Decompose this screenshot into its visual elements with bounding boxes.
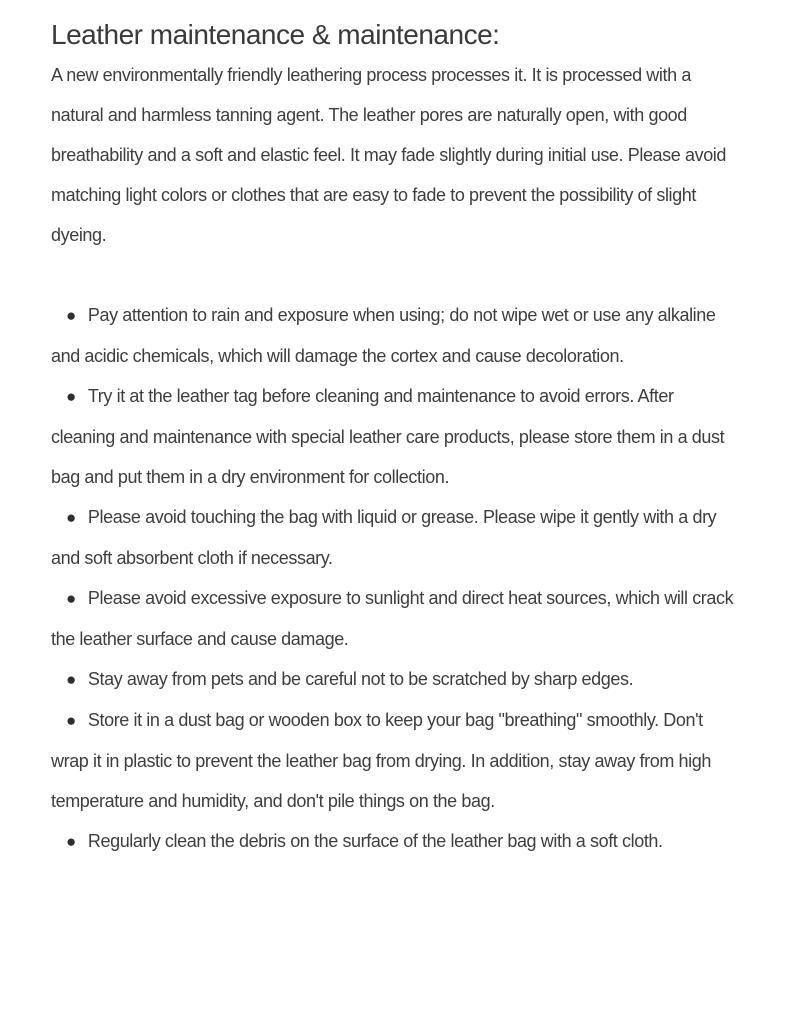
bullet-dot-icon: ● (66, 589, 76, 608)
bullet-dot-icon: ● (66, 832, 76, 851)
bullet-text: Try it at the leather tag before cleaning and maintenance to avoid errors. After cleaning and maintenance with special leather care products, please store them in a dust bag and put them in a dry environment for collection. (51, 386, 725, 487)
bullet-item (51, 295, 741, 376)
bullet-text: Stay away from pets and be careful not to be scratched by sharp edges. (87, 669, 634, 689)
bullet-item (51, 821, 741, 862)
bullet-text: Pay attention to rain and exposure when using; do not wipe wet or use any alkaline and acidic chemicals, which will damage the cortex and cause decoloration. (51, 305, 716, 366)
bullet-dot-icon: ● (66, 508, 76, 527)
bullet-text: Regularly clean the debris on the surface of the leather bag with a soft cloth. (87, 831, 663, 851)
section-title: Leather maintenance & maintenance: (51, 19, 500, 50)
bullet-item (51, 497, 741, 578)
intro-paragraph: A new environmentally friendly leathering process processes it. It is processed with a natural and harmless tanning agent. The leather pores are naturally open, with good breathability and a soft and elastic feel. It may fade slightly during initial use. Please avoid matching light colors or clothes that are easy to fade to prevent the possibility of slight dyeing. (51, 65, 727, 245)
bullet-dot-icon: ● (66, 670, 76, 689)
bullet-item (51, 376, 741, 497)
bullet-text: Please avoid excessive exposure to sunlight and direct heat sources, which will crack the leather surface and cause damage. (51, 588, 734, 649)
bullet-text: Store it in a dust bag or wooden box to keep your bag "breathing" smoothly. Don't wrap it in plastic to prevent the leather bag from drying. In addition, stay away from high temperature and humidity, and don't pile things on the bag. (51, 710, 711, 811)
bullet-item (51, 700, 741, 821)
bullet-item (51, 578, 741, 659)
bullet-text: Please avoid touching the bag with liquid or grease. Please wipe it gently with a dry and soft absorbent cloth if necessary. (51, 507, 717, 568)
bullet-dot-icon: ● (66, 387, 76, 406)
bullet-dot-icon: ● (66, 711, 76, 730)
bullet-item (51, 659, 741, 700)
bullet-dot-icon: ● (66, 306, 76, 325)
